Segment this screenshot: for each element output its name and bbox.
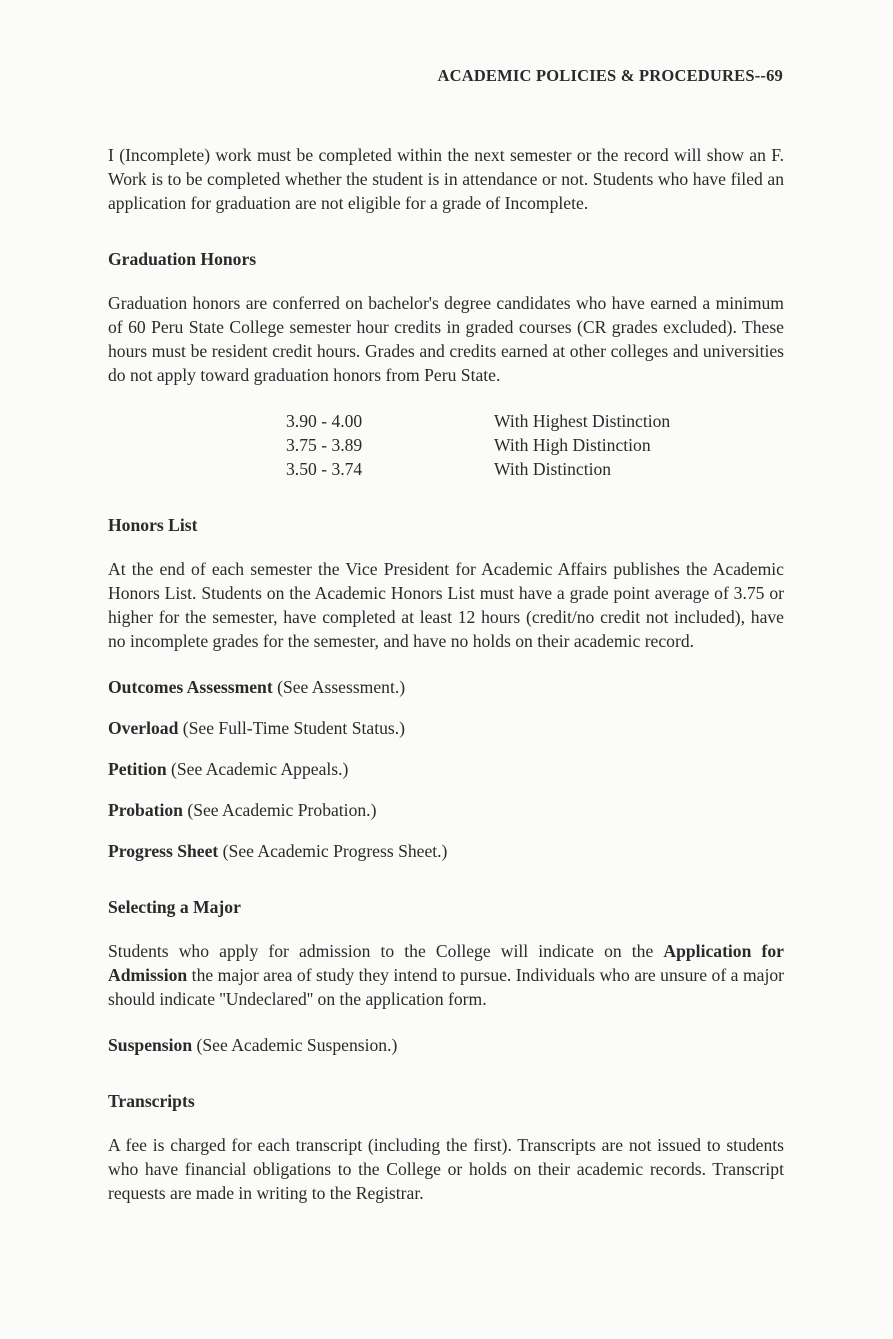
selecting-major-paragraph xyxy=(108,939,784,1011)
application-for-admission-term: Application for Admission xyxy=(108,941,784,985)
see-reference: (See Full-Time Student Status.) xyxy=(178,718,405,738)
see-entry-overload xyxy=(108,716,784,740)
gpa-range: 3.90 - 4.00 xyxy=(286,411,363,431)
honors-list-paragraph: At the end of each semester the Vice President for Academic Affairs publishes the Academic Honors List. Students on the Academic Honors List must have a grade point average of 3.75 or higher for the semester, have completed at least 12 hours (credit/no credit not included), have no incomplete grades for the semester, and have no holds on their academic record. xyxy=(108,559,784,651)
see-term: Suspension xyxy=(108,1035,193,1055)
selecting-major-text-2: the major area of study they intend to pursue. Individuals who are unsure of a major should indicate ''Undeclared'' on the application form. xyxy=(108,965,784,1009)
see-entry-probation xyxy=(108,798,784,822)
distinction-label: With High Distinction xyxy=(494,435,651,455)
see-reference: (See Academic Suspension.) xyxy=(192,1035,398,1055)
selecting-major-text-1: Students who apply for admission to the College will indicate on the xyxy=(108,941,664,961)
transcripts-paragraph: A fee is charged for each transcript (including the first). Transcripts are not issued to students who have financial obligations to the College or holds on their academic records. Transcript requests are made in writing to the Registrar. xyxy=(108,1135,784,1203)
honors-list-heading: Honors List xyxy=(108,515,198,535)
running-head: ACADEMIC POLICIES & PROCEDURES--69 xyxy=(437,66,783,85)
graduation-honors-paragraph: Graduation honors are conferred on bachelor's degree candidates who have earned a minimum of 60 Peru State College semester hour credits in graded courses (CR grades excluded). These hours must be resident credit hours. Grades and credits earned at other colleges and universities do not apply toward graduation honors from Peru State. xyxy=(108,293,784,385)
incomplete-paragraph: I (Incomplete) work must be completed within the next semester or the record will show an F. Work is to be completed whether the student is in attendance or not. Students who have filed an application for graduation are not eligible for a grade of Incomplete. xyxy=(108,145,784,213)
see-term: Progress Sheet xyxy=(108,841,219,861)
gpa-range: 3.50 - 3.74 xyxy=(286,459,363,479)
transcripts-heading: Transcripts xyxy=(108,1091,195,1111)
honors-table xyxy=(286,409,670,481)
see-reference: (See Academic Progress Sheet.) xyxy=(218,841,448,861)
see-term: Overload xyxy=(108,718,179,738)
honors-row xyxy=(286,457,670,481)
see-entry-outcomes-assessment xyxy=(108,675,784,699)
see-entry-progress-sheet xyxy=(108,839,784,863)
distinction-label: With Highest Distinction xyxy=(494,411,671,431)
see-term: Petition xyxy=(108,759,167,779)
selecting-major-heading: Selecting a Major xyxy=(108,897,241,917)
honors-row xyxy=(286,433,670,457)
see-reference: (See Assessment.) xyxy=(272,677,406,697)
see-term: Probation xyxy=(108,800,183,820)
see-entry-petition xyxy=(108,757,784,781)
see-reference: (See Academic Probation.) xyxy=(182,800,377,820)
distinction-label: With Distinction xyxy=(494,459,612,479)
see-entry-suspension xyxy=(108,1033,784,1057)
see-term: Outcomes Assessment xyxy=(108,677,273,697)
see-reference: (See Academic Appeals.) xyxy=(166,759,349,779)
graduation-honors-heading: Graduation Honors xyxy=(108,249,257,269)
page-content xyxy=(108,143,784,1205)
gpa-range: 3.75 - 3.89 xyxy=(286,435,363,455)
honors-row xyxy=(286,409,670,433)
